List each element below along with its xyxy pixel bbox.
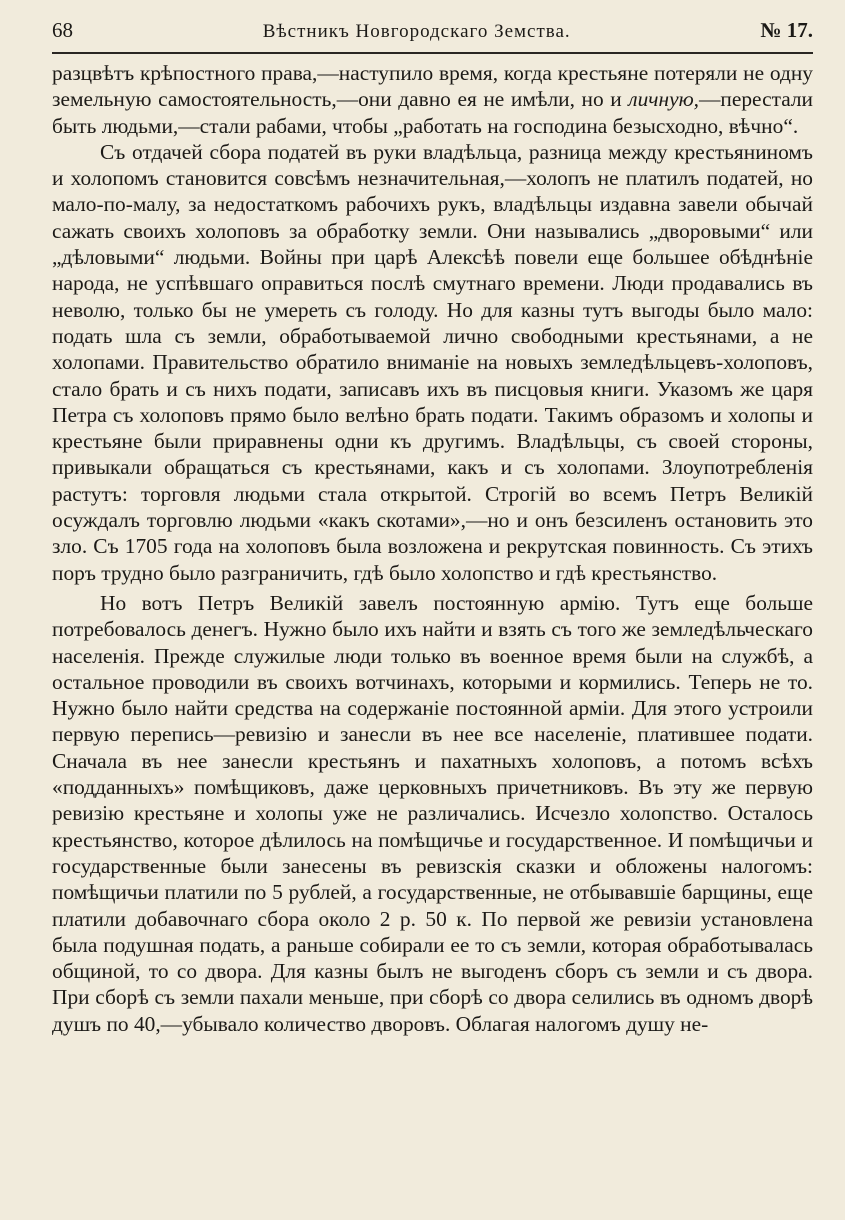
paragraph-3 [52,590,813,1037]
page-number: 68 [52,18,73,42]
paragraph-1 [52,60,813,139]
paragraph-3-text: Но вотъ Петръ Великій завелъ постоянную армію. Тутъ еще больше потребовалось денегъ. Нужно было ихъ найти и взять съ того же земледѣльческаго населенія. Прежде служилые люди только въ военное время были на службѣ, а остальное проводили въ своихъ вотчинахъ, которыми и кормились. Теперь не то. Нужно было найти средства на содержаніе постоянной арміи. Для этого устроили первую перепись—ревизію и занесли въ нее все населеніе, платившее подати. Сначала въ нее занесли крестьянъ и пахатныхъ холоповъ, а потомъ всѣхъ «подданныхъ» помѣщиковъ, даже церковныхъ причетниковъ. Въ эту же первую ревизію крестьяне и холопы уже не различались. Исчезло холопство. Осталось крестьянство, которое дѣлилось на помѣщичье и государственное. И помѣщичьи и государственные были занесены въ ревизскія сказки и обложены налогомъ: помѣщичьи платили по 5 рублей, а государственные, не отбывавшіе барщины, еще платили добавочнаго сбора около 2 р. 50 к. По первой же ревизіи установлена была подушная подать, а раньше собирали ее то съ земли, которая обработывалась общиной, то со двора. Для казны былъ не выгоденъ сборъ съ земли и съ двора. При сборѣ съ земли пахали меньше, при сборѣ со двора селились въ одномъ дворѣ душъ по 40,—убывало количество дворовъ. Облагая налогомъ душу не- [52,590,813,1036]
paragraph-2-text: Съ отдачей сбора податей въ руки владѣльца, разница между крестьяниномъ и холопомъ становится совсѣмъ незначительная,—холопъ не платилъ податей, но мало-по-малу, за недостаткомъ рабочихъ рукъ, владѣльцы издавна завели обычай сажать своихъ холоповъ за обработку земли. Они назывались „дворовыми“ или „дѣловыми“ людьми. Войны при царѣ Алексѣѣ повели еще большее обѣднѣніе народа, не успѣвшаго оправиться послѣ смутнаго времени. Люди продавались въ неволю, только бы не умереть съ голоду. Но для казны тутъ выгоды было мало: подать шла съ земли, обработываемой лично свободными крестьянами, а не холопами. Правительство обратило вниманіе на новыхъ земледѣльцевъ-холоповъ, стало брать и съ нихъ подати, записавъ ихъ въ писцовыя книги. Указомъ же царя Петра съ холоповъ прямо было велѣно брать подати. Такимъ образомъ и холопы и крестьяне были приравнены одни къ другимъ. Владѣльцы, съ своей стороны, привыкали обращаться съ крестьянами, какъ и съ холопами. Злоупотребленія растутъ: торговля людьми стала открытой. Строгій во всемъ Петръ Великій осуждалъ торговлю людьми «какъ скотами»,—но и онъ безсиленъ остановить это зло. Съ 1705 года на холоповъ была возложена и рекрутская повинность. Съ этихъ поръ трудно было разграничить, гдѣ было холопство и гдѣ крестьянство. [52,139,813,585]
paragraph-1-text-end: —перестали быть людьми,—стали рабами, чтобы „работать на господина безысходно, вѣчно“. [52,87,813,138]
paragraph-1-emphasis: личную, [628,87,700,112]
article-body [52,60,813,1037]
issue-number: № 17. [760,18,813,42]
running-header [52,18,813,54]
paragraph-2 [52,139,813,586]
paragraph-1-text: разцвѣтъ крѣпостного права,—наступило время, когда крестьяне потеряли не одну земельную самостоятельность,—они давно ея не имѣли, но и [52,61,813,112]
journal-title: Вѣстникъ Новгородскаго Земства. [262,21,571,42]
